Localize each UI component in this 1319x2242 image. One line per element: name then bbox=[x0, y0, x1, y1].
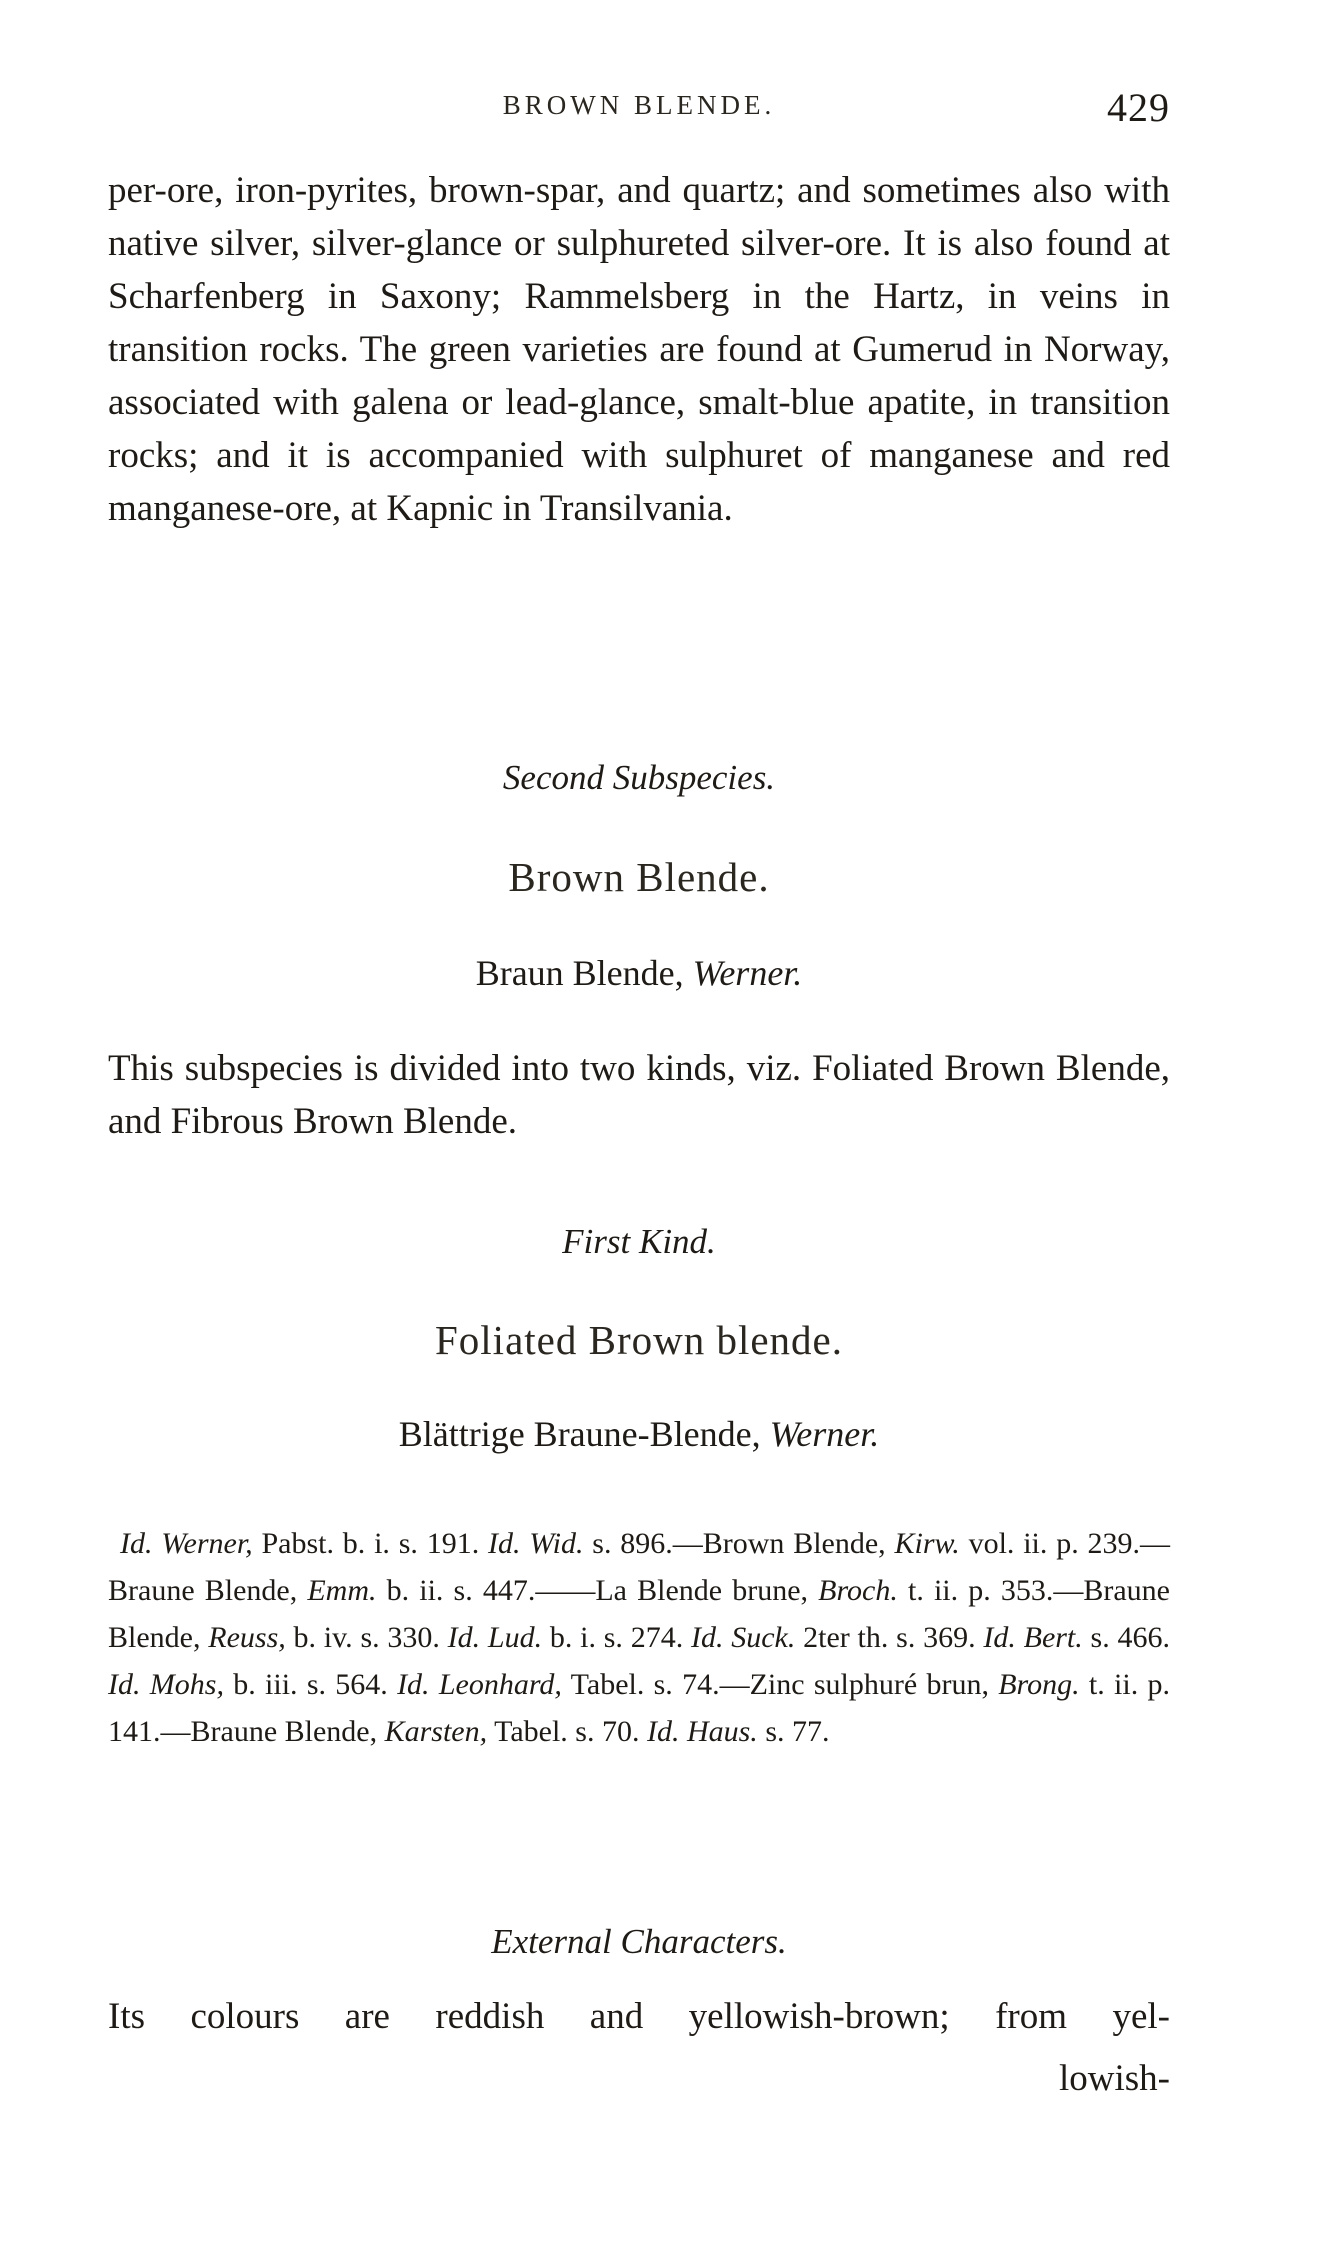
synonym-name: Braun Blende, bbox=[475, 953, 693, 993]
reference-source: Reuss, bbox=[208, 1621, 286, 1654]
catchword: lowish- bbox=[1059, 2058, 1170, 2099]
page-number: 429 bbox=[1107, 85, 1170, 130]
synonym-author: Werner. bbox=[692, 953, 803, 993]
kind-title: Foliated Brown blende. bbox=[434, 1317, 844, 1363]
reference-source: Brong. bbox=[998, 1668, 1080, 1701]
reference-text: Tabel. s. 74.—Zinc sulphuré brun, bbox=[561, 1668, 999, 1701]
reference-text: b. ii. s. 447.——La Blende brune, bbox=[376, 1574, 819, 1607]
synonym-author: Werner. bbox=[769, 1414, 880, 1454]
kind-heading: First Kind. bbox=[562, 1222, 716, 1261]
reference-source: Id. Suck. bbox=[690, 1621, 796, 1654]
reference-source: Kirw. bbox=[894, 1527, 960, 1560]
paragraph-colours: Its colours are reddish and yellowish-brown; from yel- bbox=[108, 1996, 1170, 2037]
reference-source: Id. Leonhard, bbox=[397, 1668, 562, 1701]
reference-text: s. 896.—Brown Blende, bbox=[583, 1527, 895, 1560]
reference-source: Broch. bbox=[818, 1574, 898, 1607]
page-header bbox=[108, 84, 1170, 134]
reference-text: vol. ii. p. 239.—Braune Blende, bbox=[108, 1527, 1170, 1607]
reference-source: Id. Haus. bbox=[646, 1715, 758, 1748]
reference-source: Id. Werner, bbox=[120, 1527, 253, 1560]
reference-text: Pabst. b. i. s. 191. bbox=[252, 1527, 488, 1560]
reference-text: t. ii. p. 353.—Braune Blende, bbox=[108, 1574, 1170, 1654]
subspecies-title: Brown Blende. bbox=[508, 854, 770, 900]
paragraph-division: This subspecies is divided into two kinds, viz. Foliated Brown Blende, and Fibrous Brown Blende. bbox=[108, 1048, 1170, 1142]
reference-source: Id. Wid. bbox=[488, 1527, 584, 1560]
synonym-name: Blättrige Braune-Blende, bbox=[398, 1414, 770, 1454]
subspecies-heading: Second Subspecies. bbox=[502, 758, 776, 797]
subspecies-synonym bbox=[108, 952, 1170, 994]
reference-text: b. iv. s. 330. bbox=[285, 1621, 448, 1654]
reference-text: 2ter th. s. 369. bbox=[795, 1621, 984, 1654]
paragraph-localities: per-ore, iron-pyrites, brown-spar, and quartz; and sometimes also with native silver, silver-glance or sulphureted silver-ore. It is also found at Scharfenberg in Saxony; Rammelsberg in the Hartz, in veins in transition rocks. The green varieties are found at Gumerud in Norway, associated with galena or lead-glance, smalt-blue apatite, in transition rocks; and it is accompanied with sulphuret of manganese and red manganese-ore, at Kapnic in Transilvania. bbox=[108, 170, 1170, 529]
reference-source: Karsten, bbox=[384, 1715, 488, 1748]
kind-synonym bbox=[108, 1413, 1170, 1455]
reference-source: Id. Mohs, bbox=[108, 1668, 224, 1701]
reference-text: s. 77. bbox=[757, 1715, 830, 1748]
reference-text: b. iii. s. 564. bbox=[223, 1668, 398, 1701]
reference-text: b. i. s. 274. bbox=[542, 1621, 691, 1654]
reference-source: Emm. bbox=[307, 1574, 377, 1607]
reference-source: Id. Bert. bbox=[983, 1621, 1083, 1654]
reference-text: s. 466. bbox=[1082, 1621, 1170, 1654]
references-block bbox=[108, 1520, 1170, 1755]
reference-text: t. ii. p. 141.—Braune Blende, bbox=[108, 1668, 1170, 1748]
running-head: BROWN BLENDE. bbox=[502, 90, 776, 120]
external-characters-heading: External Characters. bbox=[491, 1922, 787, 1961]
reference-source: Id. Lud. bbox=[447, 1621, 543, 1654]
reference-text: Tabel. s. 70. bbox=[487, 1715, 647, 1748]
